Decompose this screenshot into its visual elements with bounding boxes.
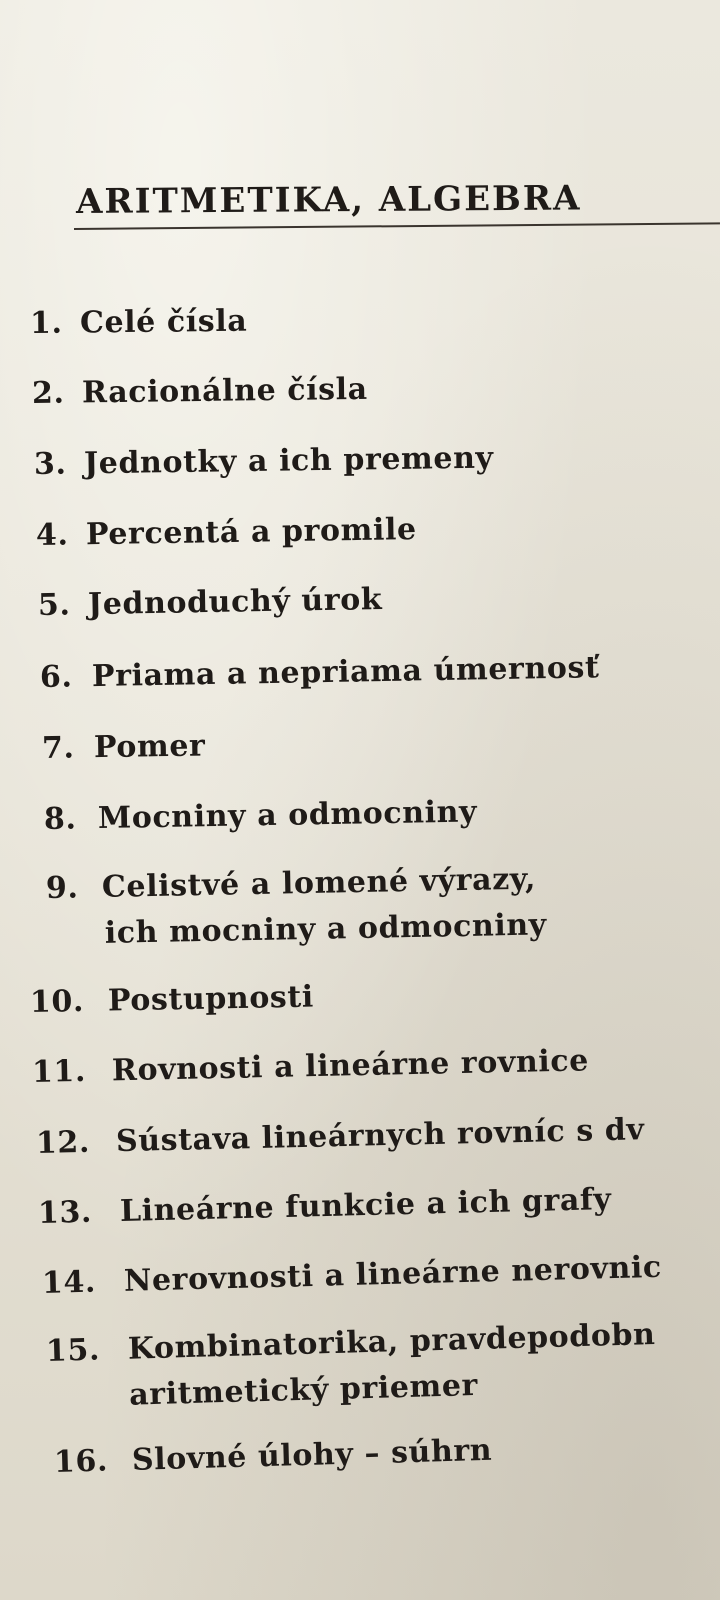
entry-title: Jednoduchý úrok — [87, 581, 383, 623]
entry-title: Racionálne čísla — [81, 371, 368, 411]
toc-entry — [38, 582, 383, 623]
section-heading: ARITMETIKA, ALGEBRA — [75, 178, 582, 222]
toc-entry — [34, 441, 494, 482]
entry-number: 4. — [35, 517, 69, 553]
entry-number: 13. — [37, 1194, 93, 1231]
entry-number: 11. — [31, 1053, 87, 1090]
toc-entry — [44, 794, 478, 837]
entry-number: 1. — [29, 305, 63, 341]
toc-entry — [54, 1433, 493, 1480]
entry-title-continuation: ich mocniny a odmocniny — [104, 907, 548, 951]
entry-title: Mocniny a odmocniny — [97, 794, 478, 837]
entry-title: Jednotky a ich premeny — [83, 440, 494, 482]
entry-number: 2. — [31, 375, 65, 411]
entry-title: Percentá a promile — [85, 512, 417, 553]
entry-title: Priama a nepriama úmernosť — [91, 650, 600, 695]
entry-title: Postupnosti — [107, 979, 315, 1019]
toc-entry — [40, 650, 600, 695]
entry-number: 9. — [45, 870, 79, 906]
entry-number: 7. — [41, 730, 75, 766]
entry-number: 3. — [33, 446, 67, 482]
entry-title: Pomer — [93, 728, 206, 766]
entry-number: 10. — [29, 983, 85, 1020]
toc-entry — [32, 372, 368, 411]
toc-entry — [42, 1250, 663, 1301]
entry-title: Rovnosti a lineárne rovnice — [111, 1043, 590, 1089]
entry-title: Sústava lineárnych rovníc s dv — [115, 1112, 645, 1160]
entry-title: Nerovnosti a lineárne nerovnic — [123, 1249, 663, 1299]
toc-entry — [36, 512, 417, 553]
toc-entry — [45, 1316, 656, 1413]
entry-number: 14. — [41, 1264, 97, 1301]
entry-title: Celistvé a lomené výrazy, — [101, 861, 537, 905]
toc-entry — [38, 1182, 612, 1231]
heading-underline — [74, 222, 720, 230]
entry-title: Slovné úlohy – súhrn — [131, 1432, 493, 1478]
toc-entry — [36, 1112, 645, 1161]
entry-number: 6. — [39, 659, 73, 695]
toc-entry — [32, 1043, 590, 1090]
entry-number: 16. — [53, 1443, 109, 1480]
toc-entry — [42, 728, 206, 766]
entry-title: Kombinatorika, pravdepodobn — [127, 1316, 656, 1367]
toc-entry — [30, 304, 248, 341]
entry-number: 8. — [43, 801, 77, 837]
toc-entry — [30, 980, 314, 1020]
toc-entry — [45, 861, 548, 951]
entry-number: 5. — [37, 587, 71, 623]
entry-title: Celé čísla — [79, 303, 248, 341]
entry-number: 15. — [45, 1332, 101, 1369]
entry-title: Lineárne funkcie a ich grafy — [119, 1181, 612, 1229]
entry-title-continuation: aritmetický priemer — [128, 1367, 479, 1413]
entry-number: 12. — [35, 1124, 91, 1161]
